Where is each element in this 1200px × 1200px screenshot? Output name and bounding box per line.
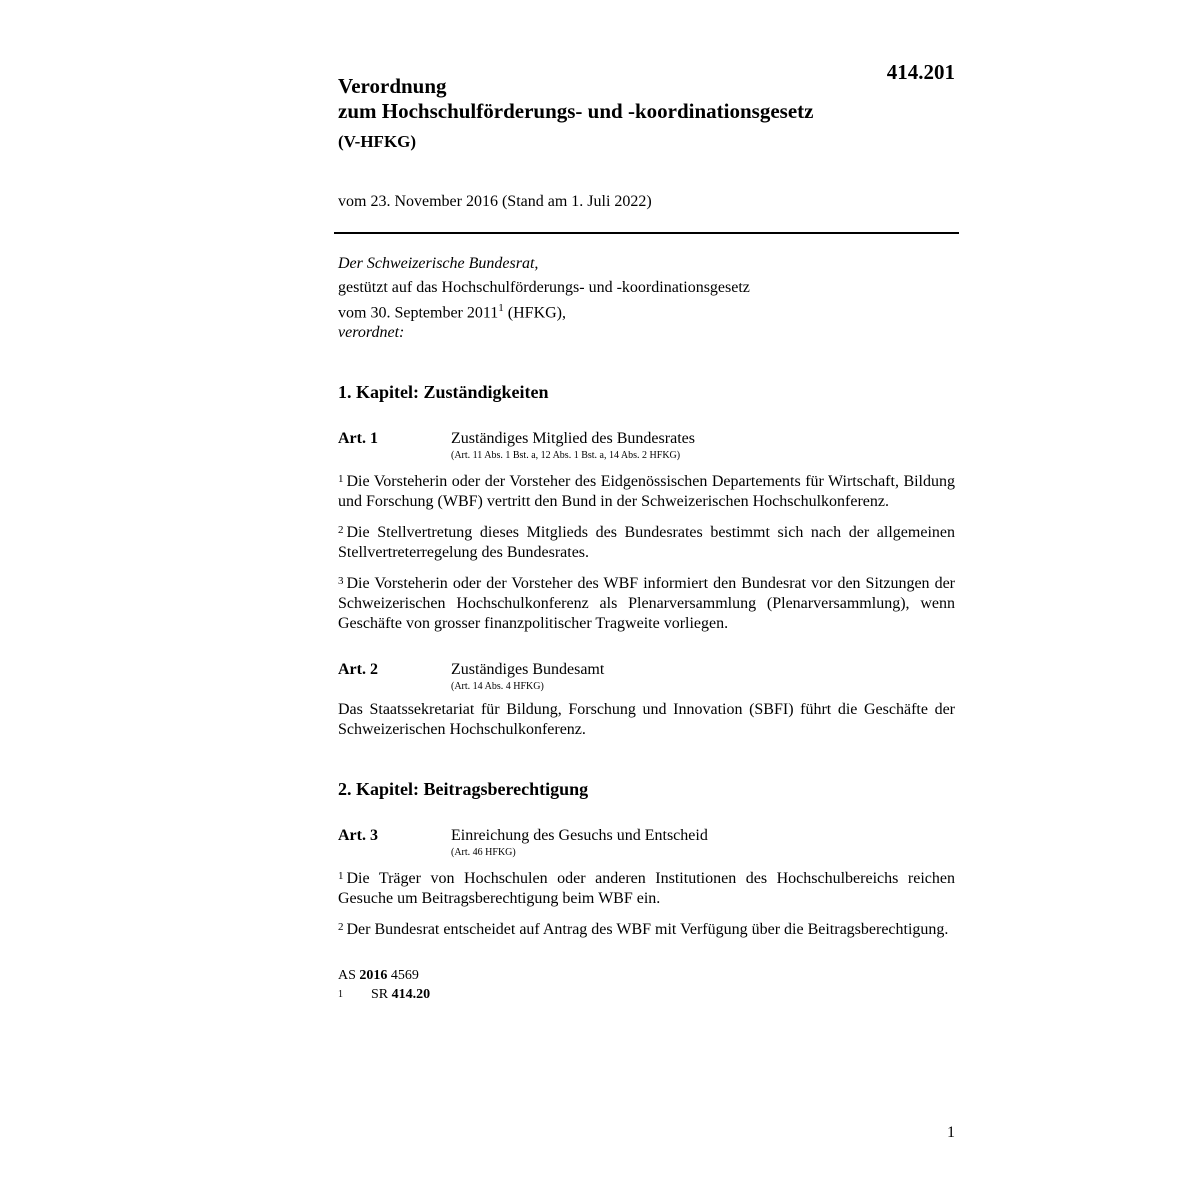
preamble-basis-date: vom 30. September 2011: [338, 304, 499, 322]
article-heading: [338, 429, 955, 463]
paragraph-text: Der Bundesrat entscheidet auf Antrag des WBF mit Verfügung über die Beitragsberechtigung.: [346, 921, 949, 939]
paragraph-text: Die Vorsteherin oder der Vorsteher des Eidgenössischen Departements für Wirtschaft, Bildung und Forschung (WBF) vertritt den Bund in der Schweizerischen Hochschulkonferenz.: [338, 473, 955, 511]
article-title-block: [451, 826, 955, 860]
article: [338, 660, 955, 740]
preamble-verb: verordnet:: [338, 324, 405, 342]
preamble-basis: [338, 278, 955, 323]
footnote-mark: 1: [338, 989, 343, 1001]
article-title-block: [451, 660, 955, 694]
page-footer: [338, 966, 955, 1004]
date-line: vom 23. November 2016 (Stand am 1. Juli 2022): [338, 193, 652, 210]
paragraph-number: 1: [338, 870, 344, 883]
paragraph-number: 2: [338, 524, 344, 537]
title-line-1: Verordnung: [338, 74, 447, 98]
as-reference: [338, 966, 955, 986]
title-line-2: zum Hochschulförderungs- und -koordinationsgesetz: [338, 99, 814, 123]
preamble-basis-line2: [338, 298, 955, 323]
article-paragraph: [338, 866, 955, 909]
page-number: 1: [947, 1124, 955, 1141]
article-number: Art. 1: [338, 430, 378, 448]
title-abbreviation: (V-HFKG): [338, 132, 417, 151]
article-heading: [338, 660, 955, 694]
article: [338, 429, 955, 634]
paragraph-text: Das Staatssekretariat für Bildung, Forschung und Innovation (SBFI) führt die Geschäfte der Schweizerischen Hochschulkonferenz.: [338, 701, 955, 739]
footnote-reference[interactable]: 1: [498, 302, 504, 314]
document-title: [338, 74, 955, 154]
footnote-text: [371, 986, 430, 1004]
article: [338, 826, 955, 940]
preamble: [338, 254, 955, 343]
article-paragraph: [338, 571, 955, 634]
article-paragraph: [338, 917, 955, 940]
article-title: Zuständiges Bundesamt: [451, 661, 605, 679]
article-legal-reference: (Art. 46 HFKG): [451, 847, 516, 859]
article-heading: [338, 826, 955, 860]
footnote-sr-number: 414.20: [391, 987, 431, 1003]
document-content: [338, 74, 955, 1004]
article-title: Zuständiges Mitglied des Bundesrates: [451, 430, 695, 448]
as-prefix: AS: [338, 968, 360, 984]
article-legal-reference: (Art. 14 Abs. 4 HFKG): [451, 681, 544, 693]
preamble-basis-suffix: (HFKG),: [503, 304, 566, 322]
article-title-block: [451, 429, 955, 463]
article-number: Art. 2: [338, 661, 378, 679]
preamble-authority: Der Schweizerische Bundesrat,: [338, 255, 539, 272]
footnote: [338, 986, 955, 1004]
paragraph-text: Die Vorsteherin oder der Vorsteher des WBF informiert den Bundesrat vor den Sitzungen der Schweizerischen Hochschulkonferenz als Plenarversammlung (Plenarversammlung), wenn Geschäfte von grosser finanzpolitischer Tragweite vorliegen.: [338, 575, 955, 633]
footnote-prefix: SR: [371, 987, 392, 1003]
article-legal-reference: (Art. 11 Abs. 1 Bst. a, 12 Abs. 1 Bst. a, 14 Abs. 2 HFKG): [451, 450, 681, 462]
paragraph-text: Die Träger von Hochschulen oder anderen Institutionen des Hochschulbereichs reichen Gesuche um Beitragsberechtigung beim WBF ein.: [338, 870, 955, 908]
paragraph-text: Die Stellvertretung dieses Mitglieds des Bundesrates bestimmt sich nach der allgemeinen Stellvertreterregelung des Bundesrates.: [338, 524, 955, 562]
paragraph-number: 2: [338, 921, 344, 934]
preamble-basis-line1: gestützt auf das Hochschulförderungs- und -koordinationsgesetz: [338, 279, 750, 296]
article-number: Art. 3: [338, 827, 378, 845]
title-divider: [334, 232, 959, 234]
chapter-title: 1. Kapitel: Zuständigkeiten: [338, 382, 549, 403]
article-paragraph: [338, 700, 955, 740]
as-year: 2016: [359, 968, 388, 984]
paragraph-number: 3: [338, 575, 344, 588]
paragraph-number: 1: [338, 473, 344, 486]
as-page: 4569: [387, 968, 419, 984]
chapters: [338, 381, 955, 940]
sr-number: 414.201: [886, 60, 955, 84]
article-title: Einreichung des Gesuchs und Entscheid: [451, 827, 708, 845]
article-paragraph: [338, 469, 955, 512]
chapter-title: 2. Kapitel: Beitragsberechtigung: [338, 779, 589, 800]
article-paragraph: [338, 520, 955, 563]
